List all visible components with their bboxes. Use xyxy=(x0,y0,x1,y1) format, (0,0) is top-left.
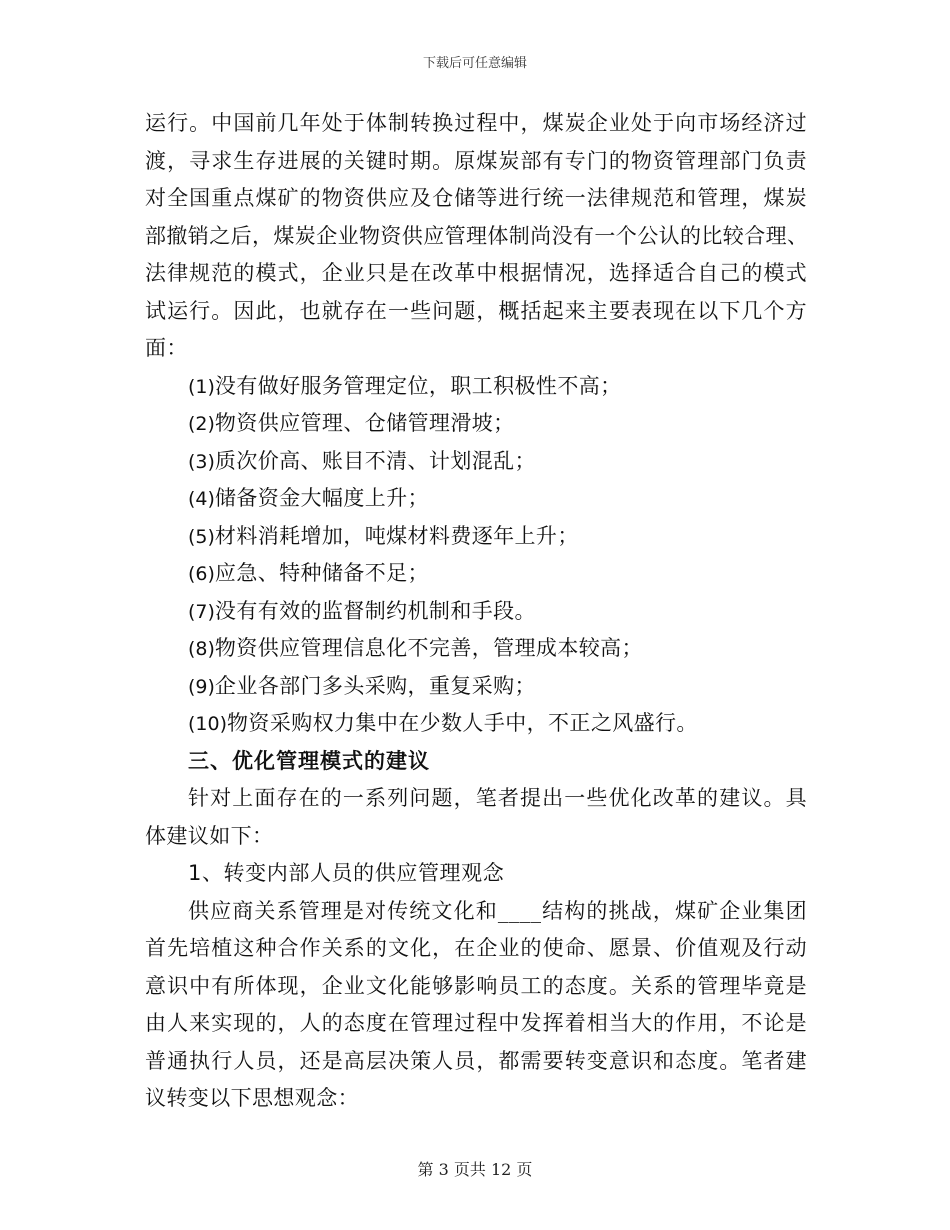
paragraph-line: 部撤销之后，煤炭企业物资供应管理体制尚没有一个公认的比较合理、 xyxy=(145,223,809,248)
list-number: (2) xyxy=(188,413,215,435)
problem-list-item xyxy=(145,668,807,706)
list-number: (8) xyxy=(188,638,215,660)
sub-heading: 1、转变内部人员的供应管理观念 xyxy=(188,861,505,885)
list-number: (7) xyxy=(188,600,215,623)
list-text: 物资供应管理、仓储管理滑坡； xyxy=(214,411,515,435)
list-number: (4) xyxy=(188,488,215,510)
problem-list-item xyxy=(145,368,807,406)
paragraph-line: 对全国重点煤矿的物资供应及仓储等进行统一法律规范和管理，煤炭 xyxy=(145,186,807,210)
problem-list-item xyxy=(145,555,807,593)
problem-list-item xyxy=(145,630,807,668)
list-text: 储备资金大幅度上升； xyxy=(214,486,429,510)
paragraph-line: 首先培植这种合作关系的文化，在企业的使命、愿景、价值观及行动 xyxy=(145,936,807,960)
page-header: 下载后可任意编辑 xyxy=(422,56,527,71)
paragraph-line: 供应商关系管理是对传统文化和____结构的挑战，煤矿企业集团 xyxy=(188,898,807,923)
list-number: (5) xyxy=(188,525,215,548)
paragraph-line: 针对上面存在的一系列问题，笔者提出一些优化改革的建议。具 xyxy=(188,786,807,810)
document-body xyxy=(145,105,807,1118)
problem-list-item xyxy=(145,518,807,556)
paragraph-line: 体建议如下： xyxy=(145,823,274,848)
paragraph-line: 普通执行人员，还是高层决策人员，都需要转变意识和态度。笔者建 xyxy=(145,1048,807,1073)
problem-list-item xyxy=(145,405,807,443)
problem-list-item xyxy=(145,480,807,518)
list-number: (9) xyxy=(188,675,215,698)
paragraph-line: 运行。中国前几年处于体制转换过程中，煤炭企业处于向市场经济过 xyxy=(145,111,807,135)
list-text: 企业各部门多头采购，重复采购； xyxy=(214,673,536,698)
paragraph-line: 由人来实现的，人的态度在管理过程中发挥着相当大的作用，不论是 xyxy=(145,1011,807,1035)
problem-list-item xyxy=(145,593,807,631)
paragraph-line: 意识中有所体现，企业文化能够影响员工的态度。关系的管理毕竟是 xyxy=(145,973,807,998)
problem-list-item xyxy=(145,705,807,743)
list-text: 物资供应管理信息化不完善，管理成本较高； xyxy=(214,636,643,660)
paragraph-line: 议转变以下思想观念： xyxy=(145,1086,359,1110)
paragraph-line: 法律规范的模式，企业只是在改革中根据情况，选择适合自己的模式 xyxy=(145,261,807,285)
page-footer: 第 3 页共 12 页 xyxy=(417,1160,533,1179)
list-number: (6) xyxy=(188,563,215,585)
list-text: 没有做好服务管理定位，职工积极性不高； xyxy=(214,373,622,398)
section-heading: 三、优化管理模式的建议 xyxy=(188,748,430,773)
list-text: 没有有效的监督制约机制和手段。 xyxy=(214,598,536,623)
paragraph-line: 面： xyxy=(145,336,188,360)
list-text: 质次价高、账目不清、计划混乱； xyxy=(214,448,536,473)
list-text: 物资采购权力集中在少数人手中，不正之风盛行。 xyxy=(227,711,698,735)
paragraph-line: 渡，寻求生存进展的关键时期。原煤炭部有专门的物资管理部门负责 xyxy=(145,148,807,173)
list-text: 材料消耗增加，吨煤材料费逐年上升； xyxy=(214,523,579,548)
problem-list-item xyxy=(145,443,807,481)
list-number: (1) xyxy=(188,375,215,398)
list-number: (10) xyxy=(188,713,228,735)
paragraph-line: 试运行。因此，也就存在一些问题，概括起来主要表现在以下几个方 xyxy=(145,298,807,323)
list-text: 应急、特种储备不足； xyxy=(214,561,429,585)
list-number: (3) xyxy=(188,450,215,473)
